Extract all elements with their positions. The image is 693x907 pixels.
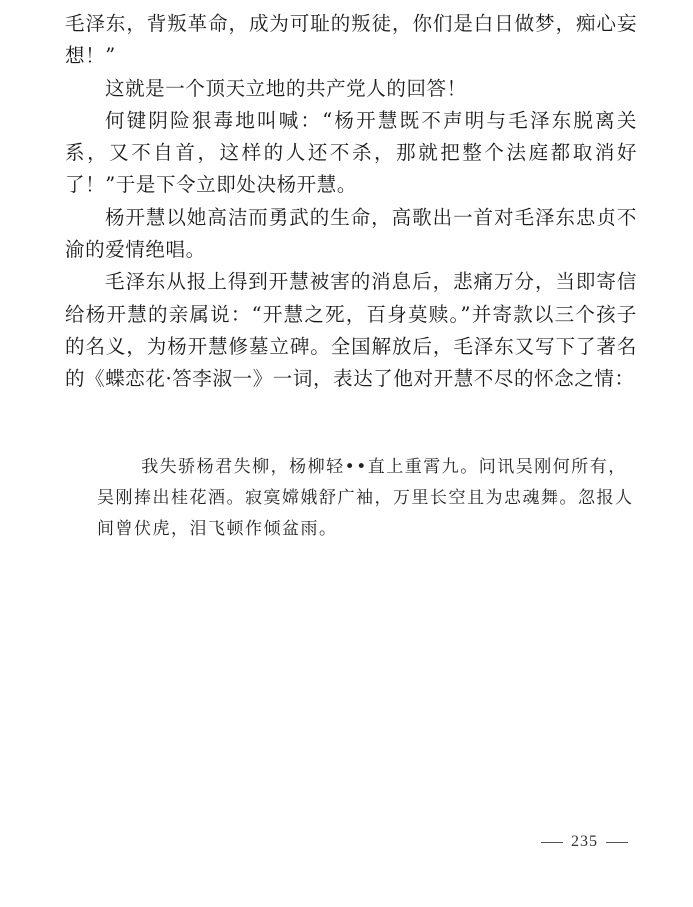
poem-text: 我失骄杨君失柳，杨柳轻••直上重霄九。问讯吴刚何所有，吴刚捧出桂花酒。寂寞嫦娥舒广袖，万里长空且为忠魂舞。忽报人间曾伏虎，泪飞顿作倾盆雨。 <box>97 457 634 539</box>
dash-right <box>606 842 628 843</box>
paragraph: 毛泽东从报上得到开慧被害的消息后，悲痛万分，当即寄信给杨开慧的亲属说：“开慧之死，百身莫赎。”并寄款以三个孩子的名义，为杨开慧修墓立碑。全国解放后，毛泽东又写下了著名的《蝶恋花·答李淑一》一词，表达了他对开慧不尽的怀念之情： <box>65 270 637 391</box>
paragraph-continued: 毛泽东，背叛革命，成为可耻的叛徒，你们是白日做梦，痴心妄想！” <box>65 12 637 68</box>
poem-block <box>97 452 637 545</box>
page-number: 235 <box>571 833 598 850</box>
paragraph: 杨开慧以她高洁而勇武的生命，高歌出一首对毛泽东忠贞不渝的爱情绝唱。 <box>65 205 637 262</box>
body-text <box>65 8 637 396</box>
paragraph: 何键阴险狠毒地叫喊：“杨开慧既不声明与毛泽东脱离关系，又不自首，这样的人还不杀，那就把整个法庭都取消好了！”于是下令立即处决杨开慧。 <box>65 108 637 197</box>
page-footer <box>533 833 643 851</box>
dash-left <box>541 842 563 843</box>
paragraph: 这就是一个顶天立地的共产党人的回答！ <box>104 76 467 100</box>
